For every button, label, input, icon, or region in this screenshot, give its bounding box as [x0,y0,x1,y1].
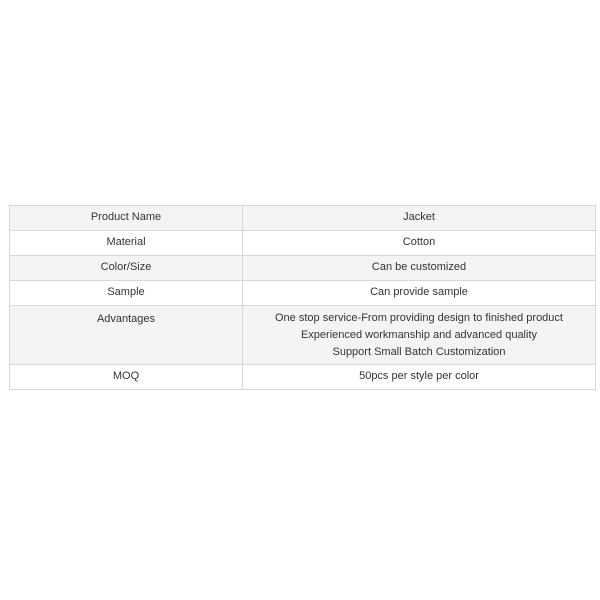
row-value [243,306,596,365]
row-value: Can provide sample [243,281,596,306]
row-label: Product Name [10,206,243,231]
row-value: Can be customized [243,256,596,281]
table-row-sample [10,281,596,306]
table-row-material [10,231,596,256]
advantage-line: Experienced workmanship and advanced quality [300,329,538,341]
advantage-line: One stop service-From providing design to finished product [275,312,563,324]
table-row-moq [10,365,596,390]
row-value: Cotton [243,231,596,256]
row-label: Advantages [10,306,243,365]
row-label: Color/Size [10,256,243,281]
product-spec-table [9,205,596,390]
row-value: 50pcs per style per color [243,365,596,390]
advantage-line: Support Small Batch Customization [332,346,506,358]
row-label: Material [10,231,243,256]
table-row-color-size [10,256,596,281]
table-row-product-name [10,206,596,231]
row-label: MOQ [10,365,243,390]
row-value: Jacket [243,206,596,231]
table-row-advantages [10,306,596,365]
row-label: Sample [10,281,243,306]
